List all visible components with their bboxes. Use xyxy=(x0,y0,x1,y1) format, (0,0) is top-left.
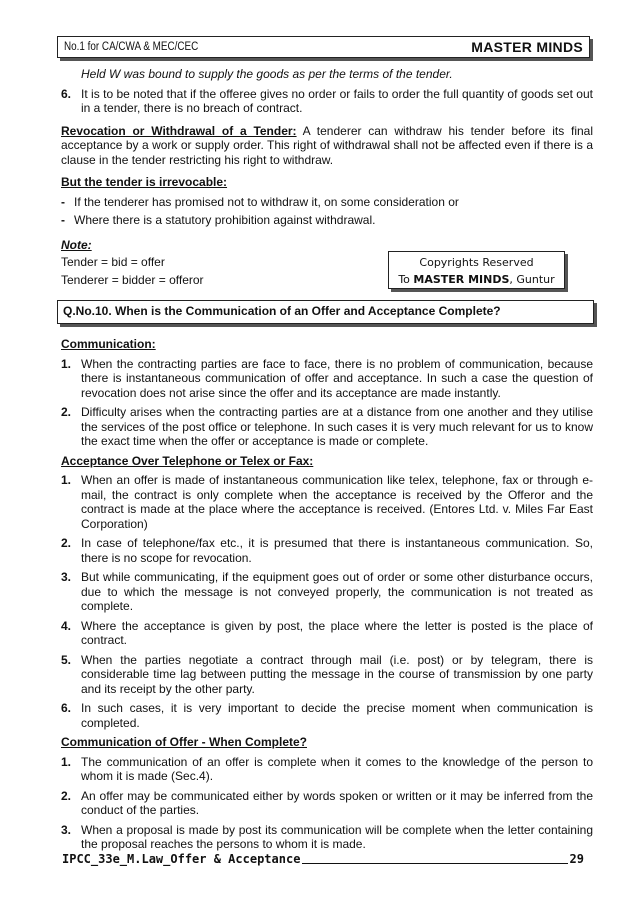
item-text: When an offer is made of instantaneous communication like telex, telephone, fax or through e-mail, the contract is only complete when the acceptance is received by the Offeror and the contract is made at the place where the acceptance is received. (Entores Ltd. v. Miles Far East Corporation) xyxy=(81,473,593,531)
item-number: 3. xyxy=(61,570,72,584)
note-line: Tender = bid = offer xyxy=(61,255,165,269)
header-tagline: No.1 for CA/CWA & MEC/CEC xyxy=(64,40,199,53)
copyright-box xyxy=(388,251,565,289)
list-item xyxy=(61,653,593,697)
list-item xyxy=(61,473,593,531)
item-number: 5. xyxy=(61,652,72,667)
note-line: Tenderer = bidder = offeror xyxy=(61,272,204,287)
list-item xyxy=(61,823,593,852)
page-number: 29 xyxy=(569,852,584,866)
item-number: 6. xyxy=(61,701,72,715)
item-text: The communication of an offer is complete when it comes to the knowledge of the person to whom it is made (Sec.4). xyxy=(81,754,593,783)
telephone-heading: Acceptance Over Telephone or Telex or Fax: xyxy=(61,453,314,468)
list-item xyxy=(61,405,593,449)
list-item xyxy=(61,213,593,228)
item-number: 3. xyxy=(61,822,72,837)
item-number: 1. xyxy=(61,473,72,487)
bullet: - xyxy=(61,194,65,209)
page-body-lower xyxy=(61,335,593,857)
copyright-place: , Guntur xyxy=(509,273,555,286)
intro-italic: Held W was bound to supply the goods as per the terms of the tender. xyxy=(81,67,453,81)
copyright-line: Copyrights Reserved xyxy=(419,256,534,269)
item-number: 1. xyxy=(61,356,72,371)
page-footer xyxy=(62,852,584,867)
list-item xyxy=(61,357,593,401)
copyright-owner xyxy=(389,271,564,288)
footer-title: IPCC_33e_M.Law_Offer & Acceptance xyxy=(62,852,301,866)
item-number: 2. xyxy=(61,536,72,550)
note-label: Note: xyxy=(61,237,92,252)
bullet: - xyxy=(61,213,65,227)
list-item xyxy=(61,570,593,614)
point-number: 6. xyxy=(61,86,72,101)
item-number: 2. xyxy=(61,788,72,803)
item-text: When the contracting parties are face to face, there is no problem of communication, because there is instantaneous communication of offer and acceptance. In such a case the question of revocation does not arise since the offer and its acceptance are made instantly. xyxy=(81,356,593,400)
footer-rule xyxy=(302,863,567,864)
list-item xyxy=(61,195,593,210)
item-text: But while communicating, if the equipment goes out of order or some other disturbance occurs, due to which the message is not conveyed properly, the communication is not treated as complete. xyxy=(81,570,593,613)
point-6 xyxy=(61,87,593,116)
item-text: In such cases, it is very important to decide the precise moment when communication is completed. xyxy=(81,701,593,730)
item-text: In case of telephone/fax etc., it is presumed that there is instantaneous communication. So, there is no scope for revocation. xyxy=(81,536,593,565)
item-number: 2. xyxy=(61,405,72,419)
list-item-text: Where there is a statutory prohibition against withdrawal. xyxy=(74,213,376,227)
offer-heading: Communication of Offer - When Complete? xyxy=(61,735,307,749)
item-text: An offer may be communicated either by words spoken or written or it may be inferred from the conduct of the parties. xyxy=(81,788,593,817)
list-item xyxy=(61,701,593,730)
point-text: It is to be noted that if the offeree gives no order or fails to order the full quantity of goods set out in a tender, there is no breach of contract. xyxy=(81,86,593,115)
communication-heading: Communication: xyxy=(61,337,156,351)
list-item-text: If the tenderer has promised not to withdraw it, on some consideration or xyxy=(74,194,459,209)
item-number: 4. xyxy=(61,618,72,633)
revocation-text: A tenderer can withdraw his tender before its final acceptance by a work or supply order. This right of withdrawal shall not be affected even if there is a clause in the tender restricting his right to withdraw. xyxy=(61,123,593,167)
item-text: When the parties negotiate a contract through mail (i.e. post) or by telegram, there is considerable time lag between putting the message in the course of transmission by one party and its receipt by the other party. xyxy=(81,652,593,696)
header-brand: MASTER MINDS xyxy=(471,38,583,55)
list-item xyxy=(61,536,593,565)
irrevocable-heading: But the tender is irrevocable: xyxy=(61,175,228,189)
item-text: When a proposal is made by post its communication will be complete when the letter containing the proposal reaches the persons to whom it is made. xyxy=(81,822,593,851)
question-box: Q.No.10. When is the Communication of an Offer and Acceptance Complete? xyxy=(57,300,594,324)
list-item xyxy=(61,755,593,784)
item-text: Where the acceptance is given by post, the place where the letter is posted is the place of contract. xyxy=(81,618,593,647)
copyright-to: To xyxy=(398,273,414,286)
copyright-brand: MASTER MINDS xyxy=(413,273,510,286)
page-header xyxy=(57,36,590,58)
revocation-paragraph xyxy=(61,124,593,168)
item-number: 1. xyxy=(61,754,72,769)
revocation-heading: Revocation or Withdrawal of a Tender: xyxy=(61,123,297,138)
list-item xyxy=(61,789,593,818)
item-text: Difficulty arises when the contracting parties are at a distance from one another and they utilise the services of the post office or telephone. In such cases it is very much relevant for us to know the exact time when the offer or acceptance is made or complete. xyxy=(81,405,593,448)
list-item xyxy=(61,619,593,648)
